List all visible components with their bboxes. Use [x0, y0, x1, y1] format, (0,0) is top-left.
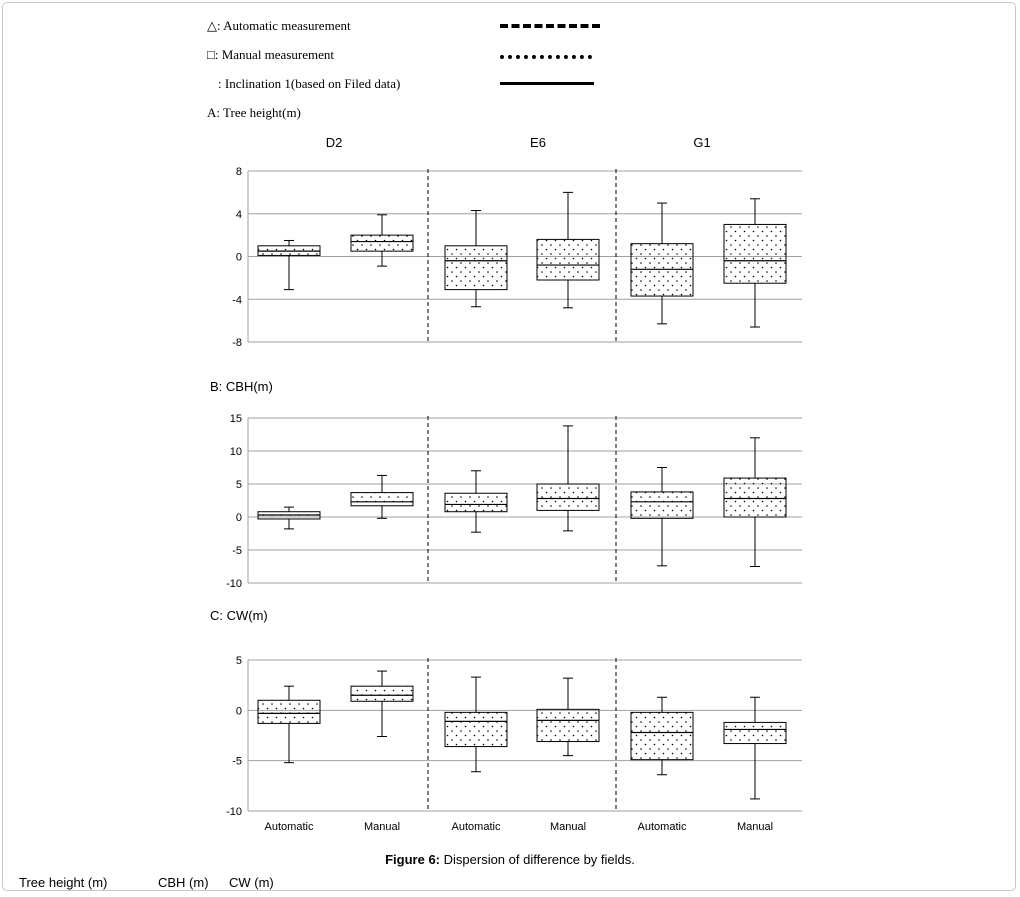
section-title-cbh: B: CBH(m) [210, 379, 273, 394]
field-label-g1: G1 [693, 135, 711, 150]
box-iqr [631, 492, 693, 518]
box-iqr [351, 686, 413, 701]
box-iqr [537, 484, 599, 510]
box-iqr [631, 712, 693, 759]
field-label-e6: E6 [530, 135, 546, 150]
category-label: Automatic [264, 821, 314, 833]
y-tick-label: 0 [235, 705, 242, 718]
footer-cw: CW (m) [229, 875, 274, 890]
category-label: Manual [736, 821, 774, 833]
category-label: Manual [549, 821, 587, 833]
legend-inclination: : Inclination 1(based on Filed data) [218, 76, 401, 91]
y-tick-label: 10 [229, 446, 242, 458]
y-tick-label: 5 [235, 655, 242, 667]
y-tick-label: 15 [229, 413, 242, 425]
caption-label: Figure 6: [385, 852, 441, 867]
box-iqr [724, 722, 786, 743]
section-title-cw: C: CW(m) [210, 608, 268, 623]
section-title-tree-height: A: Tree height(m) [207, 105, 301, 120]
category-label: Manual [363, 821, 401, 833]
box-iqr [445, 246, 507, 290]
category-label: Automatic [637, 821, 687, 833]
figure-caption [0, 852, 1020, 867]
y-tick-label: 4 [235, 208, 242, 221]
box-iqr [537, 709, 599, 741]
box-iqr [351, 235, 413, 251]
box-iqr [258, 700, 320, 723]
legend-manual: □: Manual measurement [207, 47, 334, 62]
box-iqr [724, 224, 786, 283]
footer-tree-height: Tree height (m) [19, 875, 108, 890]
legend-automatic: △: Automatic measurement [207, 18, 351, 33]
box-iqr [724, 478, 786, 517]
y-tick-label: -4 [232, 294, 242, 307]
box-iqr [537, 239, 599, 280]
y-tick-label: -5 [232, 755, 242, 768]
y-tick-label: -10 [226, 578, 242, 590]
box-iqr [351, 493, 413, 506]
y-tick-label: -10 [226, 806, 242, 818]
y-tick-label: -5 [232, 545, 242, 557]
y-tick-label: 0 [235, 512, 242, 524]
box-iqr [445, 712, 507, 746]
caption-text: Dispersion of difference by fields. [440, 852, 635, 867]
y-tick-label: -8 [232, 337, 242, 349]
field-label-d2: D2 [325, 135, 343, 150]
y-tick-label: 0 [235, 251, 242, 264]
box-iqr [445, 493, 507, 511]
category-label: Automatic [451, 821, 501, 833]
y-tick-label: 8 [235, 166, 242, 178]
y-tick-label: 5 [235, 479, 242, 491]
footer-cbh: CBH (m) [158, 875, 209, 890]
